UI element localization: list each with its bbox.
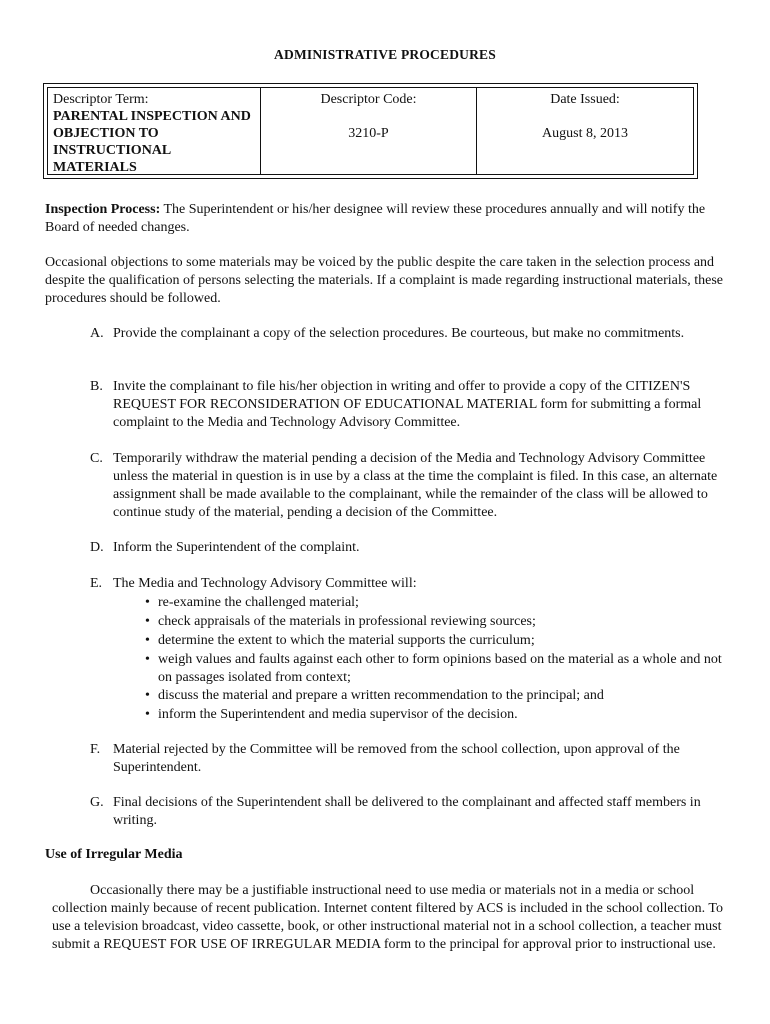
step-label: C. [90,451,103,466]
bullet-text: re-examine the challenged material; [158,595,359,610]
step-f [90,741,730,777]
committee-bullet [145,651,735,687]
step-label: E. [90,576,103,591]
bullet-text: weigh values and faults against each other to form opinions based on the material as a whole and not on passages isolated from context; [158,652,722,685]
step-d [90,539,730,557]
step-text: Material rejected by the Committee will be removed from the school collection, upon approval of the Superintendent. [113,742,680,775]
step-label: B. [90,379,103,394]
date-issued-value: August 8, 2013 [542,126,628,141]
descriptor-term-cell [48,88,261,174]
step-label: G. [90,795,104,810]
bullet-icon: • [145,633,150,648]
step-text: The Media and Technology Advisory Committee will: [113,576,417,591]
descriptor-code-cell [261,88,477,174]
date-issued-label: Date Issued: [550,92,620,107]
page-title: ADMINISTRATIVE PROCEDURES [274,47,496,62]
inspection-process-paragraph [45,201,735,237]
committee-bullet [145,594,735,612]
committee-bullet [145,687,735,705]
step-label: D. [90,540,104,555]
bullet-text: discuss the material and prepare a written recommendation to the principal; and [158,688,604,703]
step-c [90,450,730,522]
descriptor-code-label: Descriptor Code: [320,92,417,107]
step-a [90,325,730,343]
irregular-media-paragraph: Occasionally there may be a justifiable instructional need to use media or materials not in a media or school collection mainly because of recent publication. Internet content filtered by ACS is included in the school collection. To use a television broadcast, video cassette, book, or other instructional material not in a school collection, a teacher must submit a REQUEST FOR USE OF IRREGULAR MEDIA form to the principal for approval prior to instructional use. [52,883,723,952]
inspection-process-text: The Superintendent or his/her designee will review these procedures annually and will notify the Board of needed changes. [45,202,706,235]
irregular-media-heading: Use of Irregular Media [45,847,183,862]
step-text: Final decisions of the Superintendent shall be delivered to the complainant and affected staff members in writing. [113,795,701,828]
bullet-text: check appraisals of the materials in professional reviewing sources; [158,614,536,629]
bullet-icon: • [145,707,150,722]
descriptor-table [43,83,698,179]
step-b [90,378,730,432]
step-label: A. [90,326,104,341]
inspection-process-label: Inspection Process: [45,202,161,217]
step-g [90,794,730,830]
committee-bullet [145,632,735,650]
bullet-icon: • [145,688,150,703]
step-text: Inform the Superintendent of the complaint. [113,540,360,555]
descriptor-table-inner [47,87,694,175]
step-text: Temporarily withdraw the material pending a decision of the Media and Technology Advisory Committee unless the material in question is in use by a class at the time the complaint is filed. In this case, an alternate assignment shall be made available to the complainant, while the remainder of the class will be allowed to continue study of the material, pending a decision of the Committee. [113,451,718,520]
descriptor-term-value: PARENTAL INSPECTION AND OBJECTION TO INSTRUCTIONAL MATERIALS [53,109,251,175]
descriptor-term-label: Descriptor Term: [53,92,149,107]
bullet-icon: • [145,652,150,667]
descriptor-code-value: 3210-P [348,126,389,141]
date-issued-cell [477,88,693,174]
bullet-icon: • [145,614,150,629]
bullet-text: determine the extent to which the material supports the curriculum; [158,633,535,648]
intro-paragraph: Occasional objections to some materials may be voiced by the public despite the care taken in the selection process and despite the qualification of persons selecting the materials. If a complaint is made regarding instructional materials, these procedures should be followed. [45,255,724,306]
bullet-icon: • [145,595,150,610]
committee-bullet [145,613,735,631]
bullet-text: inform the Superintendent and media supervisor of the decision. [158,707,518,722]
step-label: F. [90,742,101,757]
step-text: Invite the complainant to file his/her objection in writing and offer to provide a copy of the CITIZEN'S REQUEST FOR RECONSIDERATION OF EDUCATIONAL MATERIAL form for submitting a formal complaint to the Media and Technology Advisory Committee. [113,379,702,430]
committee-bullet [145,706,735,724]
step-e [90,575,730,593]
step-text: Provide the complainant a copy of the selection procedures. Be courteous, but make no commitments. [113,326,685,341]
